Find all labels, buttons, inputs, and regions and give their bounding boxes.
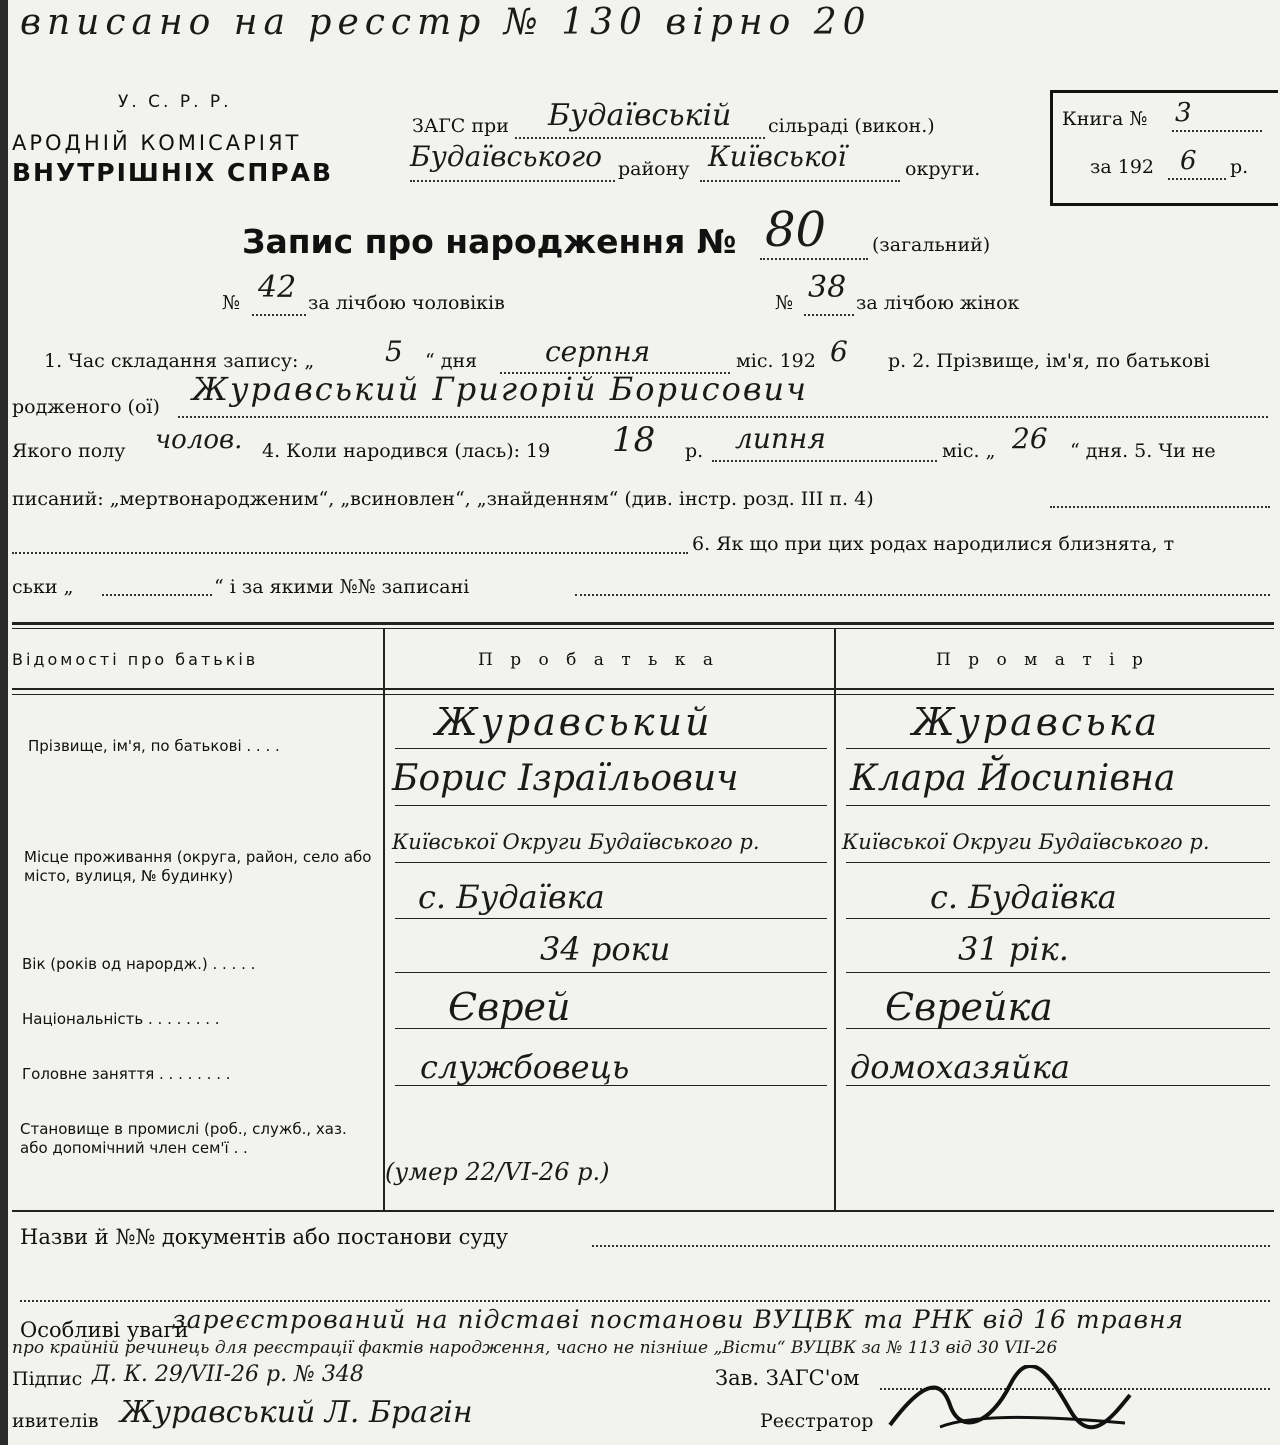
record-title-suffix: (загальний) <box>872 234 991 256</box>
men-count-number: 42 <box>258 270 297 305</box>
child-full-name: Журавський Григорій Борисович <box>192 370 808 408</box>
line6-label-a: ськи „ <box>12 576 74 598</box>
row-label-name: Прізвище, ім'я, по батькові . . . . <box>28 737 280 755</box>
women-count-number: 38 <box>808 270 847 305</box>
line1-label-a: 1. Час складання запису: „ <box>44 350 315 372</box>
father-residence-line1: Київської Округи Будаївського р. <box>392 830 760 854</box>
line3-label-d: міс. „ <box>942 440 996 462</box>
zags-suffix: сільраді (викон.) <box>768 115 935 137</box>
women-count-prefix: № <box>775 292 793 314</box>
book-number: 3 <box>1175 98 1192 128</box>
republic-label: У. С. Р. Р. <box>118 92 232 112</box>
men-count-prefix: № <box>222 292 240 314</box>
father-surname: Журавський <box>435 700 713 744</box>
zags-prefix: ЗАГС при <box>412 115 509 137</box>
top-handwritten-note: вписано на ресстр № 130 вірно 20 <box>20 2 872 43</box>
women-count-label: за лічбою жінок <box>856 292 1020 314</box>
remarks-text-line1: зареєстрований на підставі постанови ВУЦВК та РНК від 16 травня <box>172 1305 1185 1334</box>
row-label-residence: Місце проживання (округа, район, село або місто, вулиця, № будинку) <box>24 848 372 885</box>
line2-label: родженого (ої) <box>12 396 160 418</box>
commissariat-line1: АРОДНІЙ КОМІСАРІЯТ <box>12 131 302 155</box>
record-day: 5 <box>385 335 403 368</box>
line6-label-b: “ і за якими №№ записані <box>214 576 470 598</box>
father-age: 34 роки <box>540 930 671 968</box>
record-year-digit: 6 <box>830 335 848 368</box>
table-col2-header: П р о б а т ь к а <box>478 650 719 670</box>
father-status-note: (умер 22/VI-26 р.) <box>385 1158 610 1186</box>
line1-label-c: міс. 192 <box>736 350 816 372</box>
book-year-prefix: за 192 <box>1090 156 1154 178</box>
record-month: серпня <box>545 335 651 368</box>
line3-label-a: Якого полу <box>12 440 126 462</box>
mother-occupation: домохазяйка <box>850 1048 1070 1086</box>
line4-label: писаний: „мертвонародженим“, „всиновлен“, „знайденням“ (див. інстр. розд. III п. 4) <box>12 488 874 510</box>
signature-label: Підпис <box>12 1368 83 1390</box>
line5-label: 6. Як що при цих родах народилися близнята, т <box>692 533 1175 555</box>
mother-given-names: Клара Йосипівна <box>850 758 1176 799</box>
book-year-suffix: р. <box>1230 156 1249 178</box>
table-col3-header: П р о м а т і р <box>936 650 1149 670</box>
men-count-label: за лічбою чоловіків <box>308 292 505 314</box>
table-divider-1 <box>383 628 385 1210</box>
birth-year: 18 <box>612 420 656 460</box>
father-nationality: Єврей <box>448 985 571 1029</box>
book-label: Книга № <box>1062 108 1148 130</box>
row-label-occupation: Головне заняття . . . . . . . . <box>22 1065 231 1083</box>
book-year-digit: 6 <box>1180 146 1197 176</box>
row-label-nationality: Національність . . . . . . . . <box>22 1010 220 1028</box>
mother-surname: Журавська <box>912 700 1161 744</box>
birth-month: липня <box>735 422 826 455</box>
record-number: 80 <box>765 202 827 258</box>
remarks-label: Особливі уваги <box>20 1318 189 1342</box>
documents-label: Назви й №№ документів або постанови суду <box>20 1225 509 1249</box>
representatives-signatures: Журавський Л. Брагін <box>120 1395 473 1430</box>
line1-label-b: “ дня <box>425 350 478 372</box>
okruha-value: Київської <box>708 140 847 173</box>
mother-residence-line2: с. Будаївка <box>930 878 1117 916</box>
representatives-label: ивителів <box>12 1410 99 1432</box>
remarks-text-line2: про крайній речинець для реєстрації фактів народження, часно не пізніше „Вісти“ ВУЦВК за № 113 від 30 VII-26 <box>12 1338 1058 1358</box>
line3-label-c: р. <box>685 440 704 462</box>
table-divider-2 <box>834 628 836 1210</box>
mother-residence-line1: Київської Округи Будаївського р. <box>842 830 1210 854</box>
zags-village-value: Будаївській <box>548 98 732 133</box>
registrar-label: Реєстратор <box>760 1410 874 1432</box>
binding-edge <box>0 0 8 1445</box>
commissariat-line2: ВНУТРІШНІХ СПРАВ <box>12 158 334 187</box>
birth-day: 26 <box>1012 422 1048 455</box>
table-bottom-rule <box>12 1210 1274 1212</box>
district-label: району <box>618 158 690 180</box>
father-residence-line2: с. Будаївка <box>418 878 605 916</box>
row-label-status: Становище в промислі (роб., служб., хаз. або допомічний член сем'ї . . <box>20 1120 347 1157</box>
table-col1-header: Відомості про батьків <box>12 650 259 669</box>
district-value: Будаївського <box>410 140 603 173</box>
record-title: Запис про народження № <box>242 222 737 261</box>
mother-age: 31 рік. <box>958 930 1069 968</box>
table-top-rule <box>12 622 1274 625</box>
signature-note: Д. К. 29/VII-26 р. № 348 <box>92 1362 364 1387</box>
line3-label-e: “ дня. 5. Чи не <box>1070 440 1216 462</box>
row-label-age: Вік (років од нарордж.) . . . . . <box>22 955 256 973</box>
line3-label-b: 4. Коли народився (лась): 19 <box>262 440 551 462</box>
father-occupation: службовець <box>420 1048 630 1086</box>
mother-nationality: Єврейка <box>885 985 1053 1029</box>
registrar-signature <box>880 1365 1140 1435</box>
father-given-names: Борис Ізраїльович <box>392 758 739 799</box>
child-sex: чолов. <box>155 425 243 455</box>
okruha-label: округи. <box>905 158 981 180</box>
line1-label-d: р. 2. Прізвище, ім'я, по батькові <box>888 350 1210 372</box>
head-label: Зав. ЗАГС'ом <box>715 1366 860 1390</box>
